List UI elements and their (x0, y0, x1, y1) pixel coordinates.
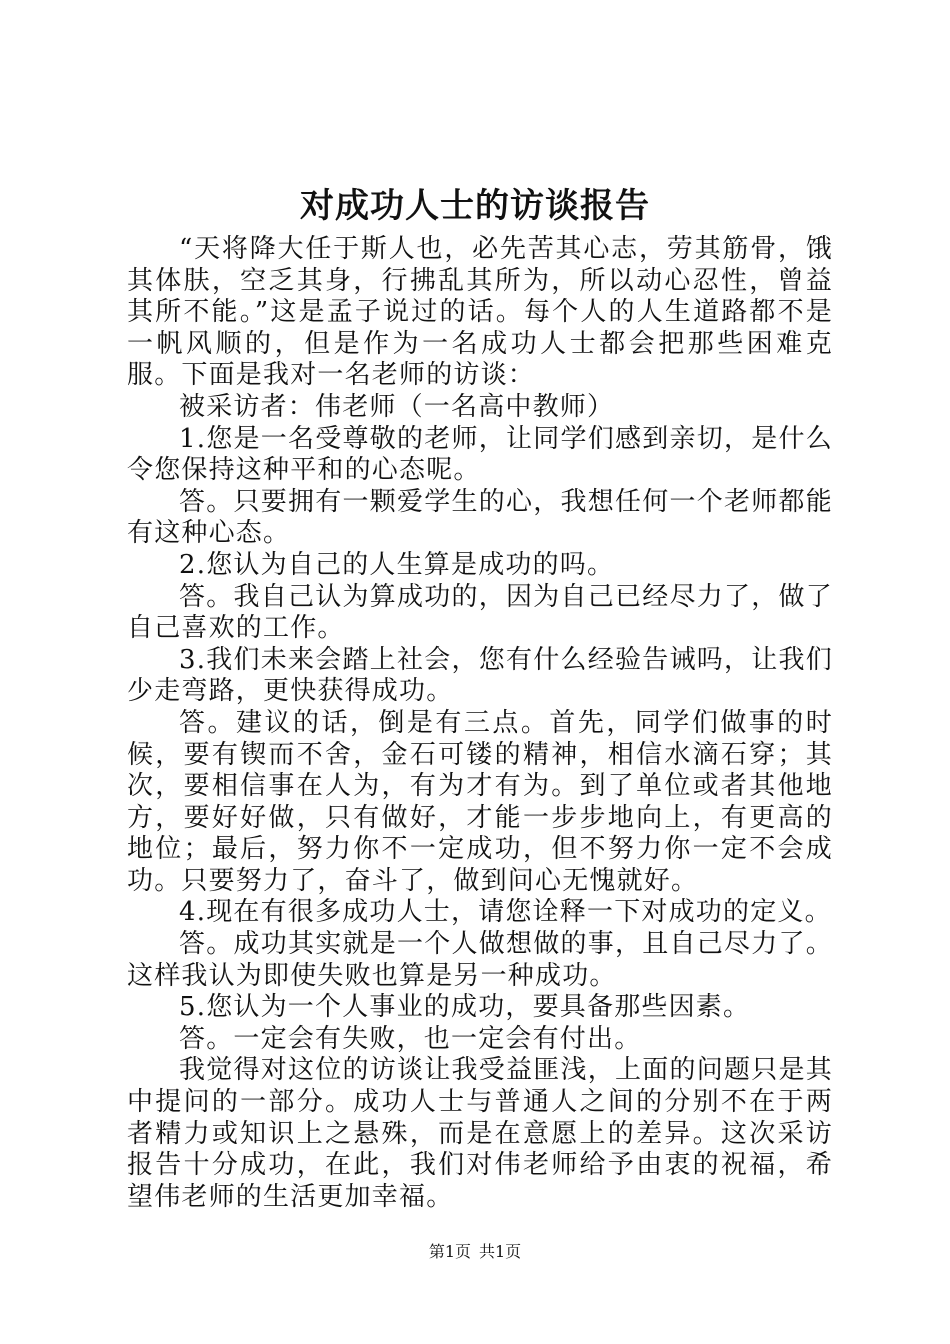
page-footer (0, 1240, 950, 1264)
paragraph-question-4: 4.现在有很多成功人士，请您诠释一下对成功的定义。 (179, 897, 832, 928)
page-number: 第1页 (428, 1242, 471, 1261)
document-title: 对成功人士的访谈报告 (300, 186, 650, 226)
paragraph-conclusion: 我觉得对这位的访谈让我受益匪浅，上面的问题只是其中提问的一部分。成功人士与普通人之间的分别不在于两者精力或知识上之悬殊，而是在意愿上的差异。这次采访报告十分成功，在此，我们对伟老师给予由衷的祝福，希望伟老师的生活更加幸福。 (127, 1055, 833, 1212)
paragraph-answer-3: 答。建议的话，倒是有三点。首先，同学们做事的时候，要有锲而不舍，金石可镂的精神，相信水滴石穿；其次，要相信事在人为，有为才有为。到了单位或者其他地方，要好好做，只有做好，才能一步步地向上，有更高的地位；最后，努力你不一定成功，但不努力你一定不会成功。只要努力了，奋斗了，做到问心无愧就好。 (127, 707, 833, 896)
document-body (127, 234, 833, 1213)
paragraph-question-3: 3.我们未来会踏上社会，您有什么经验告诫吗，让我们少走弯路，更快获得成功。 (127, 644, 833, 707)
paragraph-interviewee: 被采访者：伟老师（一名高中教师） (179, 391, 615, 422)
paragraph-answer-1: 答。只要拥有一颗爱学生的心，我想任何一个老师都能有这种心态。 (127, 486, 833, 549)
paragraph-question-2: 2.您认为自己的人生算是成功的吗。 (179, 549, 615, 580)
paragraph-intro: “天将降大任于斯人也，必先苦其心志，劳其筋骨，饿其体肤，空乏其身，行拂乱其所为，所以动心忍性，曾益其所不能。”这是孟子说过的话。每个人的人生道路都不是一帆风顺的，但是作为一名成功人士都会把那些困难克服。下面是我对一名老师的访谈： (127, 234, 833, 391)
page-total: 共1页 (479, 1242, 522, 1261)
paragraph-answer-4: 答。成功其实就是一个人做想做的事，且自己尽力了。这样我认为即使失败也算是另一种成功。 (127, 929, 833, 991)
paragraph-question-1: 1.您是一名受尊敬的老师，让同学们感到亲切，是什么令您保持这种平和的心态呢。 (127, 423, 833, 486)
paragraph-question-5: 5.您认为一个人事业的成功，要具备那些因素。 (179, 992, 751, 1023)
paragraph-answer-5: 答。一定会有失败，也一定会有付出。 (179, 1023, 642, 1054)
paragraph-answer-2: 答。我自己认为算成功的，因为自己已经尽力了，做了自己喜欢的工作。 (127, 581, 833, 644)
